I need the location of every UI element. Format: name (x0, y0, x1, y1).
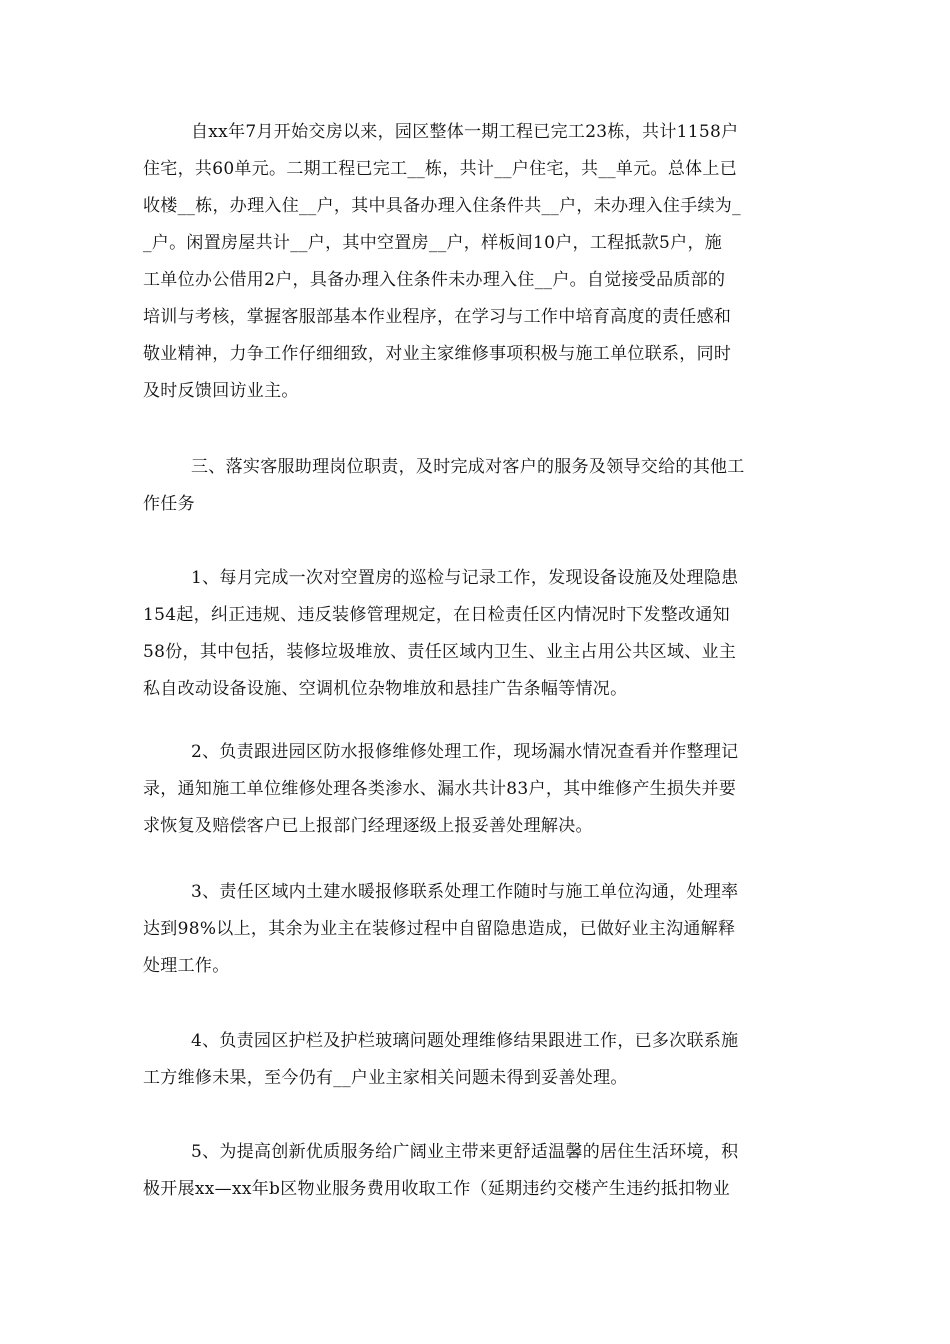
paragraph-item-1 (143, 560, 808, 708)
text-line: 处理工作。 (143, 956, 230, 976)
paragraph-item-2 (143, 734, 808, 845)
paragraph-move-in-summary (143, 114, 808, 410)
text-line: 三、落实客服助理岗位职责，及时完成对客户的服务及领导交给的其他工 (191, 457, 745, 477)
text-line: 2、负责跟进园区防水报修维修处理工作，现场漏水情况查看并作整理记 (191, 742, 739, 762)
paragraph-item-5 (143, 1134, 808, 1208)
text-line: 录，通知施工单位维修处理各类渗水、漏水共计83户，其中维修产生损失并要 (143, 779, 737, 799)
text-line: 收楼__栋，办理入住__户，其中具备办理入住条件共__户，未办理入住手续为_ (143, 196, 741, 216)
text-line: 敬业精神，力争工作仔细细致，对业主家维修事项积极与施工单位联系，同时 (143, 344, 732, 364)
text-line: 工单位办公借用2户，具备办理入住条件未办理入住__户。自觉接受品质部的 (143, 270, 726, 290)
text-line: 5、为提高创新优质服务给广阔业主带来更舒适温馨的居住生活环境，积 (191, 1142, 739, 1162)
text-line: 作任务 (143, 494, 195, 514)
text-line: 住宅，共60单元。二期工程已完工__栋，共计__户住宅，共__单元。总体上已 (143, 159, 738, 179)
text-line: 工方维修未果，至今仍有__户业主家相关问题未得到妥善处理。 (143, 1068, 628, 1088)
section-heading-three (143, 449, 808, 523)
text-line: 154起，纠正违规、违反装修管理规定，在日检责任区内情况时下发整改通知 (143, 605, 730, 625)
text-line: 自xx年7月开始交房以来，园区整体一期工程已完工23栋，共计1158户 (191, 122, 739, 142)
text-line: 达到98%以上，其余为业主在装修过程中自留隐患造成，已做好业主沟通解释 (143, 919, 736, 939)
text-line: 4、负责园区护栏及护栏玻璃问题处理维修结果跟进工作，已多次联系施 (191, 1031, 739, 1051)
text-line: 1、每月完成一次对空置房的巡检与记录工作，发现设备设施及处理隐患 (191, 568, 739, 588)
text-line: 58份，其中包括，装修垃圾堆放、责任区域内卫生、业主占用公共区域、业主 (143, 642, 737, 662)
text-line: 3、责任区域内土建水暖报修联系处理工作随时与施工单位沟通，处理率 (191, 882, 739, 902)
text-line: 培训与考核，掌握客服部基本作业程序，在学习与工作中培育高度的责任感和 (143, 307, 732, 327)
text-line: 求恢复及赔偿客户已上报部门经理逐级上报妥善处理解决。 (143, 816, 593, 836)
text-line: 私自改动设备设施、空调机位杂物堆放和悬挂广告条幅等情况。 (143, 679, 628, 699)
paragraph-item-4 (143, 1023, 808, 1097)
paragraph-item-3 (143, 874, 808, 985)
text-line: _户。闲置房屋共计__户，其中空置房__户，样板间10户，工程抵款5户，施 (143, 233, 723, 253)
text-line: 及时反馈回访业主。 (143, 381, 299, 401)
text-line: 极开展xx—xx年b区物业服务费用收取工作（延期违约交楼产生违约抵扣物业 (143, 1179, 731, 1199)
